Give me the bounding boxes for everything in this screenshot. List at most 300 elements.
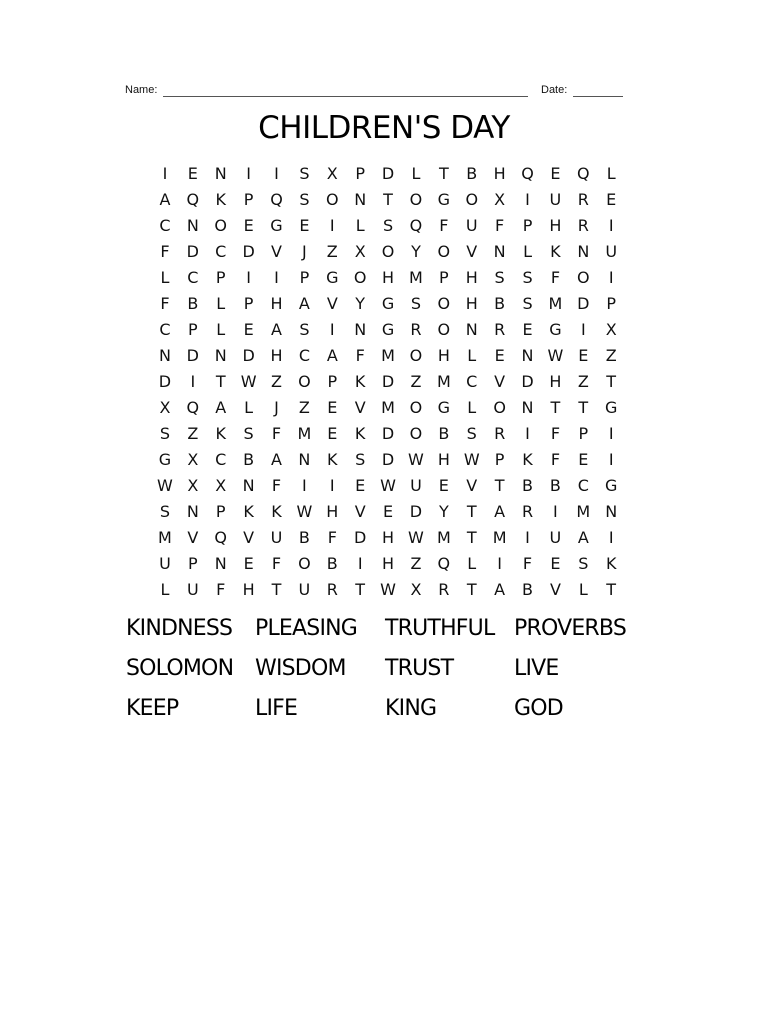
grid-cell: O: [409, 424, 423, 443]
grid-cell: A: [494, 580, 506, 599]
grid-cell: D: [381, 164, 395, 183]
grid-cell: O: [437, 294, 451, 313]
grid-cell: F: [160, 294, 170, 313]
word-list-item: WISDOM: [255, 656, 346, 681]
grid-cell: F: [550, 450, 561, 469]
grid-cell: V: [187, 528, 199, 547]
grid-cell: L: [160, 268, 170, 287]
grid-cell: P: [606, 294, 617, 313]
grid-cell: Z: [410, 372, 422, 391]
grid-cell: I: [608, 268, 614, 287]
grid-cell: L: [411, 164, 421, 183]
grid-cell: O: [353, 268, 367, 287]
word-list-item: KEEP: [126, 696, 179, 721]
grid-cell: E: [355, 476, 366, 495]
word-list-item: PROVERBS: [514, 616, 626, 641]
grid-cell: P: [578, 424, 589, 443]
date-blank-line: [573, 96, 623, 97]
grid-cell: C: [298, 346, 310, 365]
grid-cell: F: [327, 528, 337, 547]
grid-cell: Q: [521, 164, 534, 183]
grid-cell: E: [578, 450, 589, 469]
grid-cell: M: [576, 502, 591, 521]
grid-cell: V: [271, 242, 282, 261]
grid-cell: B: [298, 528, 310, 547]
grid-cell: P: [439, 268, 449, 287]
word-list-item: KINDNESS: [126, 616, 233, 641]
grid-cell: I: [497, 554, 502, 573]
grid-cell: I: [580, 320, 586, 339]
grid-cell: E: [438, 476, 449, 495]
grid-cell: E: [243, 216, 254, 235]
word-list-item: TRUST: [385, 656, 454, 681]
grid-cell: S: [243, 424, 254, 443]
grid-cell: Z: [298, 398, 310, 417]
grid-cell: D: [242, 346, 255, 365]
grid-cell: P: [327, 372, 338, 391]
grid-cell: L: [216, 294, 226, 313]
grid-cell: A: [271, 320, 282, 339]
grid-cell: Z: [410, 554, 422, 573]
grid-cell: S: [355, 450, 366, 469]
grid-cell: R: [410, 320, 422, 339]
grid-cell: B: [549, 476, 561, 495]
grid-cell: T: [606, 372, 617, 391]
grid-cell: H: [549, 216, 562, 235]
grid-cell: I: [329, 320, 335, 339]
grid-cell: I: [608, 216, 614, 235]
grid-cell: G: [270, 216, 283, 235]
grid-cell: O: [298, 372, 311, 391]
grid-cell: F: [495, 216, 505, 235]
grid-cell: A: [494, 502, 506, 521]
grid-cell: V: [466, 242, 478, 261]
grid-cell: M: [436, 528, 451, 547]
grid-cell: P: [215, 268, 226, 287]
grid-cell: X: [494, 190, 506, 209]
grid-cell: N: [298, 450, 311, 469]
grid-cell: T: [215, 372, 226, 391]
grid-cell: N: [158, 346, 171, 365]
word-list-item: GOD: [514, 696, 563, 721]
grid-cell: D: [381, 450, 395, 469]
grid-cell: H: [242, 580, 255, 599]
grid-cell: I: [525, 190, 530, 209]
grid-cell: Z: [577, 372, 589, 391]
grid-cell: L: [467, 554, 477, 573]
grid-cell: S: [494, 268, 505, 287]
grid-cell: I: [553, 502, 558, 521]
grid-cell: Q: [270, 190, 283, 209]
grid-cell: O: [409, 190, 423, 209]
grid-cell: F: [355, 346, 365, 365]
word-list: [126, 614, 644, 734]
grid-cell: I: [274, 164, 279, 183]
grid-cell: H: [270, 346, 283, 365]
grid-cell: C: [215, 242, 227, 261]
grid-cell: M: [381, 398, 395, 417]
grid-cell: O: [437, 242, 451, 261]
grid-cell: B: [243, 450, 255, 469]
grid-cell: T: [438, 164, 449, 183]
grid-cell: C: [577, 476, 589, 495]
grid-cell: R: [577, 216, 589, 235]
grid-cell: M: [548, 294, 563, 313]
grid-cell: V: [494, 372, 506, 391]
word-list-item: PLEASING: [255, 616, 358, 641]
name-blank-line: [163, 96, 528, 97]
grid-cell: U: [410, 476, 422, 495]
grid-cell: I: [246, 268, 251, 287]
grid-cell: C: [159, 320, 171, 339]
grid-cell: W: [463, 450, 480, 469]
grid-cell: H: [549, 372, 562, 391]
grid-cell: J: [302, 242, 307, 261]
grid-cell: A: [271, 450, 282, 469]
grid-cell: D: [381, 424, 395, 443]
grid-cell: X: [215, 476, 227, 495]
grid-cell: G: [326, 268, 339, 287]
grid-cell: I: [329, 476, 335, 495]
grid-cell: T: [466, 502, 477, 521]
grid-cell: B: [494, 294, 506, 313]
grid-cell: S: [159, 424, 171, 443]
grid-cell: L: [355, 216, 365, 235]
grid-cell: L: [467, 398, 477, 417]
grid-cell: K: [522, 450, 533, 469]
grid-cell: N: [521, 346, 534, 365]
grid-cell: N: [577, 242, 590, 261]
grid-cell: B: [522, 580, 534, 599]
grid-cell: E: [327, 424, 338, 443]
grid-cell: W: [296, 502, 313, 521]
grid-cell: Z: [605, 346, 617, 365]
grid-cell: O: [298, 554, 311, 573]
grid-cell: R: [438, 580, 450, 599]
grid-cell: X: [354, 242, 366, 261]
grid-cell: O: [409, 398, 423, 417]
grid-cell: T: [271, 580, 282, 599]
grid-cell: E: [299, 216, 310, 235]
grid-cell: D: [242, 242, 255, 261]
grid-cell: V: [549, 580, 561, 599]
grid-cell: E: [187, 164, 198, 183]
grid-cell: E: [243, 320, 254, 339]
grid-cell: E: [522, 320, 533, 339]
grid-cell: H: [326, 502, 339, 521]
grid-cell: I: [302, 476, 307, 495]
grid-cell: O: [214, 216, 228, 235]
word-list-item: KING: [385, 696, 437, 721]
grid-cell: I: [162, 164, 168, 183]
grid-cell: D: [409, 502, 423, 521]
header-row: [125, 84, 625, 100]
grid-cell: E: [606, 190, 617, 209]
grid-cell: X: [605, 320, 617, 339]
grid-cell: E: [243, 554, 254, 573]
grid-cell: A: [298, 294, 310, 313]
word-list-item: SOLOMON: [126, 656, 234, 681]
grid-cell: I: [246, 164, 251, 183]
grid-cell: F: [550, 268, 561, 287]
grid-cell: E: [327, 398, 338, 417]
grid-cell: F: [271, 476, 282, 495]
grid-cell: Q: [186, 398, 200, 417]
grid-cell: W: [380, 580, 396, 599]
grid-cell: B: [187, 294, 199, 313]
word-list-item: TRUTHFUL: [385, 616, 495, 641]
grid-cell: I: [357, 554, 363, 573]
grid-cell: W: [408, 528, 424, 547]
grid-cell: N: [186, 502, 199, 521]
grid-cell: W: [408, 450, 424, 469]
grid-cell: G: [437, 190, 451, 209]
grid-cell: N: [493, 242, 506, 261]
grid-cell: Y: [355, 294, 366, 313]
grid-cell: S: [522, 294, 533, 313]
grid-cell: U: [605, 242, 618, 261]
grid-cell: L: [523, 242, 532, 261]
grid-cell: Q: [186, 190, 200, 209]
grid-cell: T: [578, 398, 589, 417]
grid-cell: E: [550, 554, 561, 573]
grid-cell: L: [578, 580, 588, 599]
grid-cell: G: [549, 320, 562, 339]
grid-cell: E: [550, 164, 561, 183]
grid-cell: N: [186, 216, 199, 235]
grid-cell: U: [549, 190, 562, 209]
grid-cell: P: [494, 450, 505, 469]
grid-cell: O: [381, 242, 395, 261]
grid-cell: N: [214, 346, 227, 365]
grid-cell: X: [159, 398, 171, 417]
grid-cell: K: [215, 190, 226, 209]
grid-cell: Z: [326, 242, 338, 261]
grid-cell: G: [381, 294, 395, 313]
grid-cell: X: [187, 450, 199, 469]
grid-cell: Y: [411, 242, 421, 261]
grid-cell: A: [326, 346, 338, 365]
grid-cell: V: [243, 528, 255, 547]
grid-cell: H: [437, 450, 450, 469]
grid-cell: H: [465, 268, 478, 287]
grid-cell: P: [243, 190, 254, 209]
word-list-item: LIFE: [255, 696, 298, 721]
grid-cell: K: [550, 242, 561, 261]
grid-cell: C: [466, 372, 478, 391]
grid-cell: A: [159, 190, 171, 209]
grid-cell: M: [158, 528, 172, 547]
grid-cell: T: [550, 398, 561, 417]
grid-cell: M: [409, 268, 423, 287]
grid-cell: S: [382, 216, 394, 235]
grid-cell: R: [577, 190, 589, 209]
grid-cell: F: [271, 554, 282, 573]
grid-cell: D: [186, 242, 199, 261]
grid-cell: W: [240, 372, 257, 391]
grid-cell: H: [382, 554, 395, 573]
grid-cell: K: [354, 424, 366, 443]
grid-cell: T: [355, 580, 366, 599]
grid-cell: P: [188, 320, 198, 339]
grid-cell: V: [326, 294, 338, 313]
grid-cell: L: [216, 320, 226, 339]
name-label: Name:: [125, 84, 158, 96]
grid-cell: T: [494, 476, 505, 495]
grid-cell: K: [271, 502, 282, 521]
grid-cell: D: [381, 372, 395, 391]
grid-cell: V: [466, 476, 478, 495]
grid-cell: L: [606, 164, 616, 183]
grid-cell: U: [298, 580, 311, 599]
grid-cell: W: [157, 476, 173, 495]
grid-cell: O: [409, 346, 423, 365]
grid-cell: C: [187, 268, 199, 287]
grid-cell: N: [521, 398, 534, 417]
grid-cell: W: [380, 476, 396, 495]
grid-cell: A: [215, 398, 227, 417]
grid-cell: P: [243, 294, 254, 313]
grid-cell: O: [437, 320, 451, 339]
grid-cell: N: [214, 164, 227, 183]
grid-cell: R: [494, 424, 506, 443]
grid-cell: C: [215, 450, 227, 469]
grid-cell: G: [158, 450, 172, 469]
grid-cell: R: [521, 502, 534, 521]
grid-cell: F: [160, 242, 170, 261]
grid-cell: L: [244, 398, 254, 417]
grid-cell: D: [577, 294, 590, 313]
date-label: Date:: [541, 84, 568, 96]
grid-cell: J: [274, 398, 279, 417]
grid-cell: X: [187, 476, 199, 495]
grid-cell: M: [381, 346, 395, 365]
grid-cell: B: [438, 424, 450, 443]
grid-cell: G: [604, 476, 618, 495]
grid-cell: D: [354, 528, 367, 547]
grid-cell: K: [215, 424, 226, 443]
grid-cell: K: [243, 502, 254, 521]
grid-cell: G: [437, 398, 451, 417]
grid-cell: M: [297, 424, 312, 443]
grid-cell: D: [521, 372, 534, 391]
grid-cell: U: [186, 580, 199, 599]
grid-cell: P: [522, 216, 533, 235]
grid-cell: F: [550, 424, 561, 443]
grid-cell: K: [354, 372, 366, 391]
grid-cell: U: [159, 554, 171, 573]
grid-cell: B: [326, 554, 338, 573]
grid-cell: R: [494, 320, 506, 339]
grid-cell: O: [465, 190, 479, 209]
grid-cell: N: [354, 320, 367, 339]
grid-cell: T: [466, 580, 477, 599]
grid-cell: N: [354, 190, 367, 209]
grid-cell: S: [299, 164, 310, 183]
grid-cell: Q: [437, 554, 451, 573]
grid-cell: H: [382, 268, 395, 287]
grid-cell: P: [188, 554, 198, 573]
grid-cell: I: [274, 268, 279, 287]
grid-cell: S: [410, 294, 422, 313]
grid-cell: X: [326, 164, 338, 183]
grid-cell: B: [522, 476, 534, 495]
grid-cell: S: [522, 268, 533, 287]
grid-cell: K: [327, 450, 338, 469]
grid-cell: F: [522, 554, 533, 573]
grid-cell: Q: [214, 528, 228, 547]
grid-cell: Z: [187, 424, 199, 443]
grid-cell: N: [242, 476, 255, 495]
grid-cell: O: [493, 398, 506, 417]
grid-cell: Q: [409, 216, 423, 235]
grid-cell: S: [159, 502, 171, 521]
word-search-grid: [151, 161, 625, 603]
grid-cell: F: [216, 580, 226, 599]
grid-cell: I: [525, 424, 530, 443]
grid-cell: Q: [577, 164, 590, 183]
grid-cell: S: [466, 424, 477, 443]
grid-cell: H: [270, 294, 283, 313]
grid-cell: O: [577, 268, 590, 287]
grid-cell: B: [466, 164, 478, 183]
grid-cell: T: [606, 580, 617, 599]
grid-cell: U: [270, 528, 283, 547]
grid-cell: L: [467, 346, 477, 365]
grid-cell: E: [578, 346, 589, 365]
grid-cell: M: [492, 528, 507, 547]
grid-cell: H: [493, 164, 506, 183]
grid-cell: M: [436, 372, 451, 391]
grid-cell: T: [383, 190, 393, 209]
grid-cell: P: [355, 164, 365, 183]
grid-cell: R: [326, 580, 338, 599]
grid-cell: E: [494, 346, 505, 365]
grid-cell: Y: [438, 502, 449, 521]
grid-cell: I: [608, 528, 614, 547]
grid-cell: H: [382, 528, 395, 547]
grid-cell: I: [190, 372, 196, 391]
grid-cell: U: [549, 528, 562, 547]
grid-cell: O: [325, 190, 339, 209]
grid-cell: T: [466, 528, 477, 547]
grid-cell: U: [465, 216, 478, 235]
grid-cell: I: [608, 424, 614, 443]
grid-cell: N: [214, 554, 227, 573]
grid-cell: F: [271, 424, 282, 443]
grid-cell: C: [159, 216, 171, 235]
grid-cell: D: [158, 372, 172, 391]
grid-cell: G: [604, 398, 618, 417]
grid-cell: W: [547, 346, 564, 365]
grid-cell: Z: [271, 372, 282, 391]
grid-cell: K: [605, 554, 617, 573]
grid-cell: P: [215, 502, 226, 521]
grid-cell: V: [354, 502, 366, 521]
grid-cell: P: [299, 268, 310, 287]
grid-cell: N: [465, 320, 478, 339]
grid-cell: A: [577, 528, 589, 547]
grid-cell: I: [329, 216, 335, 235]
grid-cell: S: [299, 320, 310, 339]
grid-cell: L: [160, 580, 170, 599]
grid-cell: F: [439, 216, 449, 235]
grid-cell: X: [410, 580, 422, 599]
grid-cell: E: [383, 502, 394, 521]
word-list-item: LIVE: [514, 656, 559, 681]
grid-cell: I: [608, 450, 614, 469]
grid-cell: V: [354, 398, 366, 417]
